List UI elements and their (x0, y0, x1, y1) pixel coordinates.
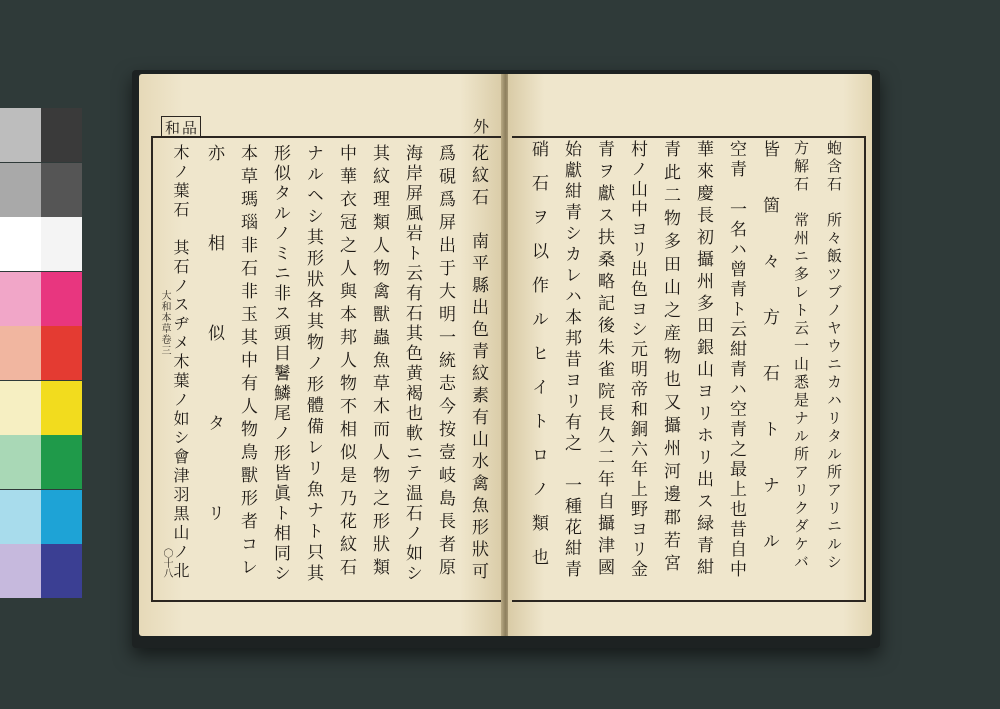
text-column: 青ヲ獻ス扶桑略記後朱雀院長久二年自攝津國 (594, 140, 614, 580)
text-column: 華來慶長初攝州多田銀山ヨリホリ出ス緑青紺 (693, 140, 713, 580)
text-column: 空青 一名ハ曾青ト云紺青ハ空青之最上也昔自中 (726, 140, 746, 580)
color-swatch (41, 163, 82, 217)
text-column: 村ノ山中ヨリ出色ヨシ元明帝和銅六年上野ヨリ金 (627, 140, 647, 580)
color-swatch (41, 326, 82, 380)
margin-title: 大和本草卷三 (159, 290, 170, 356)
text-column: 本草瑪瑙非石非玉其中有人物鳥獸形者コレ (237, 144, 257, 581)
text-column: 其紋理類人物禽獸蟲魚草木而人物之形狀類 (369, 144, 389, 581)
left-page (139, 74, 504, 636)
header-label: 和品 (165, 119, 200, 137)
header-label-box (161, 116, 201, 137)
right-page (508, 74, 872, 636)
color-swatch (0, 544, 41, 598)
text-column: 皆箇々方石トナル (759, 140, 779, 588)
color-checker-strip (0, 108, 82, 599)
text-column: 方解石 常州ニ多レト云一山悉是ナル所アリクダケバ (792, 140, 810, 572)
text-column: 硝石ヲ以作ルヒイトロノ類也 (528, 140, 548, 582)
top-right-mark: 外 (473, 117, 490, 136)
color-swatch (41, 381, 82, 435)
text-column: 木ノ葉石 其石ノスヂメ木葉ノ如シ會津羽黒山ノ北 (171, 144, 190, 581)
color-swatch (0, 108, 41, 162)
color-swatch (0, 490, 41, 544)
color-swatch (0, 163, 41, 217)
text-column: 蚫含石 所々飯ツブノヤウニカハリタル所アリニルシ (825, 140, 843, 572)
text-column: 花紋石 南平縣出色青紋素有山水禽魚形狀可 (468, 144, 488, 584)
color-swatch (41, 108, 82, 162)
color-swatch (41, 490, 82, 544)
text-column: 青此二物多田山之産物也又攝州河邊郡若宮 (660, 140, 680, 577)
text-column: 海岸屏風岩ト云有石其色黄褐也軟ニテ温石ノ如シ (402, 144, 422, 584)
color-swatch (41, 217, 82, 271)
color-swatch (0, 217, 41, 271)
color-swatch (0, 435, 41, 489)
color-swatch (0, 272, 41, 326)
text-column: 中華衣冠之人與本邦人物不相似是乃花紋石 (336, 144, 356, 581)
text-column: 形似タルノミニ非ス頭目鬐鱗尾ノ形皆眞ト相同シ (270, 144, 290, 584)
text-column: 亦相似タリ (204, 144, 224, 594)
color-swatch (0, 326, 41, 380)
text-column: 爲硯爲屏出于大明一統志今按壹岐島長者原 (435, 144, 455, 581)
color-swatch (41, 544, 82, 598)
folio-number: 〇十八 (161, 548, 172, 578)
color-swatch (41, 272, 82, 326)
color-swatch (0, 381, 41, 435)
color-swatch (41, 435, 82, 489)
open-book (132, 70, 880, 648)
margin-strip (153, 138, 165, 600)
text-column: 始獻紺青シカレハ本邦昔ヨリ有之 一種花紺青 (561, 140, 581, 581)
text-column: ナルヘシ其形狀各其物ノ形體備レリ魚ナト只其 (303, 144, 323, 585)
